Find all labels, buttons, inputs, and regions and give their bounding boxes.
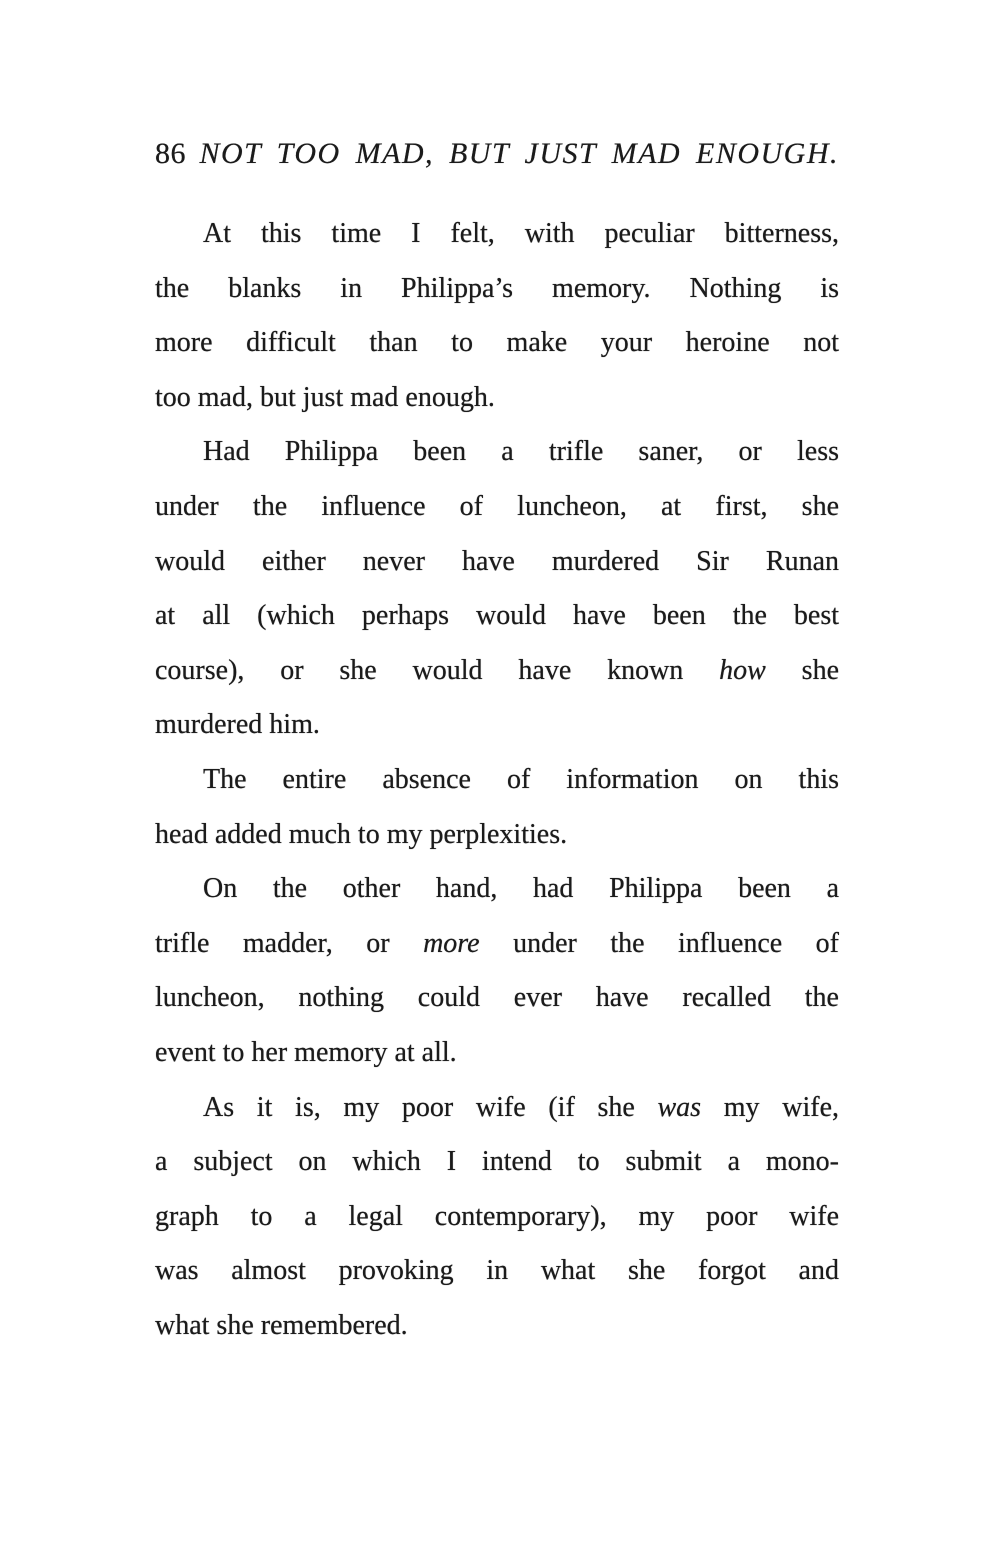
text-line: On the other hand, had Philippa been a xyxy=(203,873,839,905)
running-head xyxy=(155,136,839,172)
text-line: more difficult than to make your heroine not xyxy=(155,327,839,359)
page-number: 86 xyxy=(155,137,186,170)
italic-word: how xyxy=(719,654,766,686)
text-line: luncheon, nothing could ever have recalled the xyxy=(155,982,839,1014)
text-line: The entire absence of information on this xyxy=(203,763,839,795)
text-line: Had Philippa been a trifle saner, or less xyxy=(203,436,839,468)
paragraph xyxy=(155,207,839,425)
text-line: trifle madder, or more under the influence of xyxy=(155,927,840,959)
text-line: head added much to my perplexities. xyxy=(155,818,568,850)
paragraph xyxy=(155,425,839,753)
text-line: what she remembered. xyxy=(155,1309,408,1341)
text-line: under the influence of luncheon, at first, she xyxy=(155,490,839,522)
page-body xyxy=(155,207,839,1353)
text-line: course), or she would have known how she xyxy=(155,654,840,686)
text-line: was almost provoking in what she forgot and xyxy=(155,1255,839,1287)
paragraph xyxy=(155,1081,839,1354)
text-line: graph to a legal contemporary), my poor wife xyxy=(155,1200,839,1232)
italic-word: was xyxy=(657,1091,702,1123)
running-title: NOT TOO MAD, BUT JUST MAD ENOUGH. xyxy=(199,137,839,170)
paragraph xyxy=(155,862,839,1080)
text-line: too mad, but just mad enough. xyxy=(155,381,495,413)
text-line: at all (which perhaps would have been the best xyxy=(155,600,839,632)
paragraph xyxy=(155,753,839,862)
text-line: a subject on which I intend to submit a mono- xyxy=(155,1146,839,1178)
text-line: murdered him. xyxy=(155,709,320,741)
text-line: As it is, my poor wife (if she was my wife, xyxy=(203,1091,839,1123)
text-line: the blanks in Philippa’s memory. Nothing is xyxy=(155,272,839,304)
text-line: would either never have murdered Sir Runan xyxy=(155,545,839,577)
italic-word: more xyxy=(423,927,480,959)
text-line: event to her memory at all. xyxy=(155,1036,457,1068)
text-line: At this time I felt, with peculiar bitterness, xyxy=(203,218,839,249)
